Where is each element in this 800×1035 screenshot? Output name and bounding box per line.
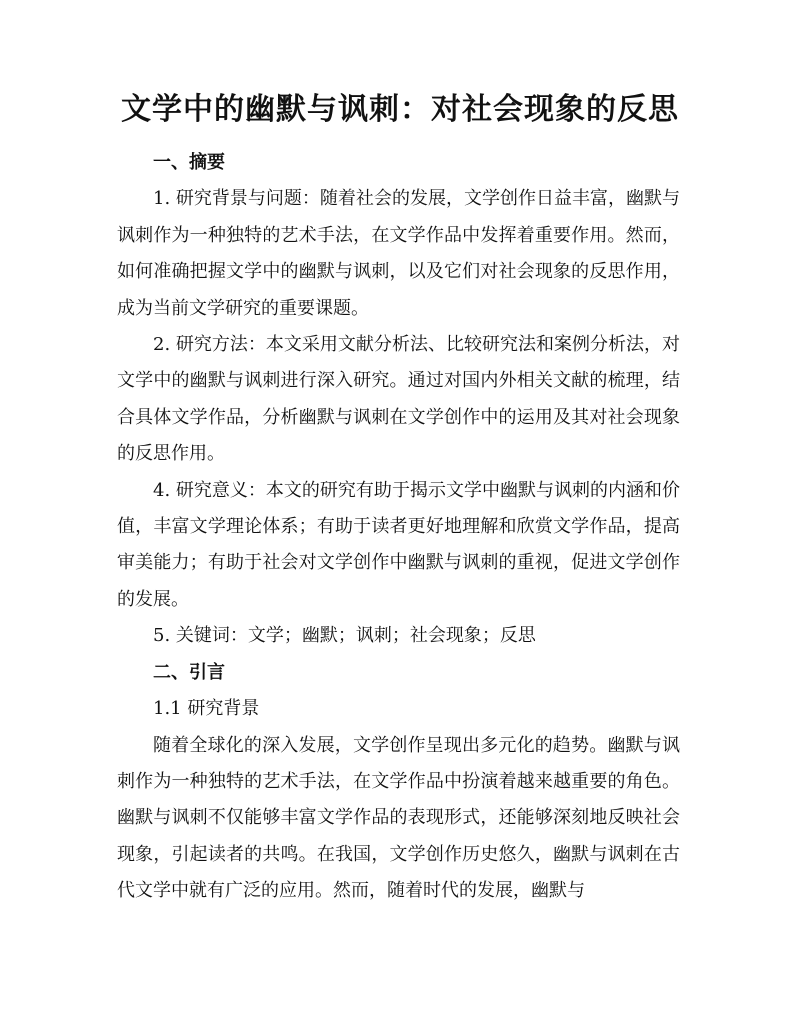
document-title: 文学中的幽默与讽刺：对社会现象的反思 xyxy=(121,92,679,127)
subsection-heading-background: 1.1 研究背景 xyxy=(153,698,260,720)
introduction-paragraph: 随着全球化的深入发展，文学创作呈现出多元化的趋势。幽默与讽刺作为一种独特的艺术手法，在文学作品中扮演着越来越重要的角色。幽默与讽刺不仅能够丰富文学作品的表现形式，还能够深刻地反映社会现象，引起读者的共鸣。在我国，文学创作历史悠久，幽默与讽刺在古代文学中就有广泛的应用。然而，随着时代的发展，幽默与 xyxy=(117,734,680,902)
abstract-paragraph-significance: 4. 研究意义：本文的研究有助于揭示文学中幽默与讽刺的内涵和价值，丰富文学理论体系；有助于读者更好地理解和欣赏文学作品，提高审美能力；有助于社会对文学创作中幽默与讽刺的重视，促进文学创作的发展。 xyxy=(117,479,680,610)
abstract-paragraph-keywords: 5. 关键词：文学；幽默；讽刺；社会现象；反思 xyxy=(153,625,536,647)
section-heading-introduction: 二、引言 xyxy=(153,661,225,683)
abstract-paragraph-background: 1. 研究背景与问题：随着社会的发展，文学创作日益丰富，幽默与讽刺作为一种独特的艺术手法，在文学作品中发挥着重要作用。然而，如何准确把握文学中的幽默与讽刺，以及它们对社会现象的反思作用，成为当前文学研究的重要课题。 xyxy=(117,188,680,319)
section-heading-abstract: 一、摘要 xyxy=(153,152,225,173)
document-body xyxy=(117,145,680,910)
abstract-paragraph-methods: 2. 研究方法：本文采用文献分析法、比较研究法和案例分析法，对文学中的幽默与讽刺进行深入研究。通过对国内外相关文献的梳理，结合具体文学作品，分析幽默与讽刺在文学创作中的运用及其对社会现象的反思作用。 xyxy=(117,334,680,465)
